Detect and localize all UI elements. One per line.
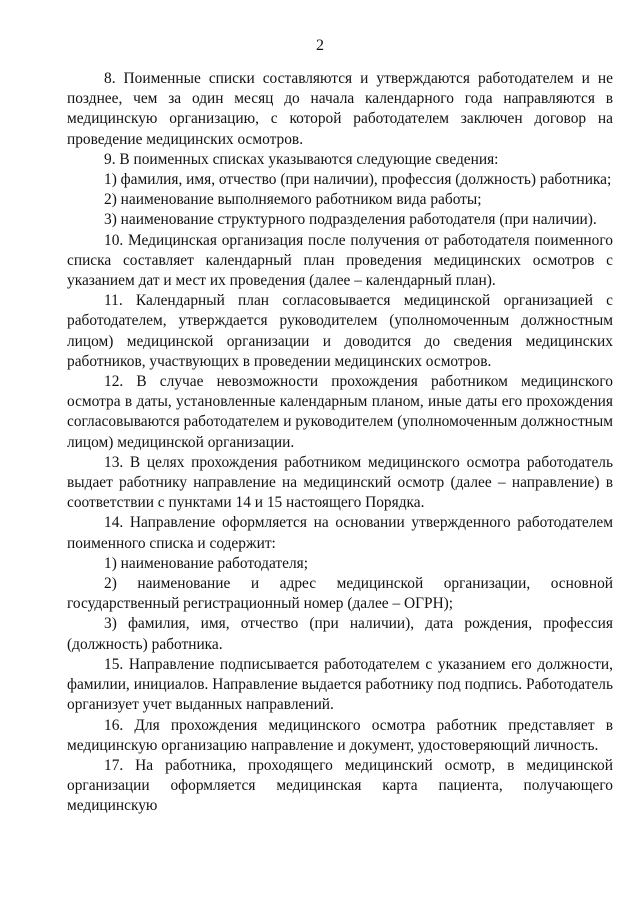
paragraph-16: 16. Для прохождения медицинского осмотра работник представляет в медицинскую организацию направление и документ, удостоверяющий личность.	[67, 716, 613, 754]
paragraph-11: 11. Календарный план согласовывается медицинской организацией с работодателем, утверждается руководителем (уполномоченным должностным лицом) медицинской организации и доводится до сведения медицинских работников, участвующих в проведении медицинских осмотров.	[67, 292, 613, 370]
paragraph-9: 9. В поименных списках указываются следующие сведения:	[104, 150, 499, 168]
paragraph-13: 13. В целях прохождения работником медицинского осмотра работодатель выдает работнику направление на медицинский осмотр (далее – направление) в соответствии с пунктами 14 и 15 настоящего Порядка.	[67, 453, 613, 512]
page-number: 2	[316, 37, 324, 54]
paragraph-14: 14. Направление оформляется на основании утвержденного работодателем поименного списка и содержит:	[67, 514, 613, 552]
list-item-14-3: 3) фамилия, имя, отчество (при наличии), дата рождения, профессия (должность) работника.	[67, 615, 613, 653]
list-item-9-1: 1) фамилия, имя, отчество (при наличии), профессия (должность) работника;	[104, 171, 612, 189]
list-item-14-2: 2) наименование и адрес медицинской организации, основной государственный регистрационный номер (далее – ОГРН);	[67, 575, 613, 613]
list-item-14-1: 1) наименование работодателя;	[104, 554, 309, 572]
paragraph-12: 12. В случае невозможности прохождения работником медицинского осмотра в даты, установленные календарным планом, иные даты его прохождения согласовываются работодателем и руководителем (уполномоченным должностным лицом) медицинской организации.	[67, 373, 613, 451]
paragraph-10: 10. Медицинская организация после получения от работодателя поименного списка составляет календарный план проведения медицинских осмотров с указанием дат и мест их проведения (далее – календарный план).	[67, 231, 613, 290]
document-body	[67, 69, 613, 817]
list-item-9-2: 2) наименование выполняемого работником вида работы;	[104, 191, 482, 209]
list-item-9-3: 3) наименование структурного подразделения работодателя (при наличии).	[104, 211, 597, 229]
paragraph-8: 8. Поименные списки составляются и утверждаются работодателем и не позднее, чем за один месяц до начала календарного года направляются в медицинскую организацию, с которой работодателем заключен договор на проведение медицинских осмотров.	[67, 70, 613, 148]
paragraph-15: 15. Направление подписывается работодателем с указанием его должности, фамилии, инициалов. Направление выдается работнику под подпись. Работодатель организует учет выданных направлений.	[67, 655, 613, 714]
paragraph-17: 17. На работника, проходящего медицинский осмотр, в медицинской организации оформляется медицинская карта пациента, получающего медицинскую	[67, 756, 613, 815]
